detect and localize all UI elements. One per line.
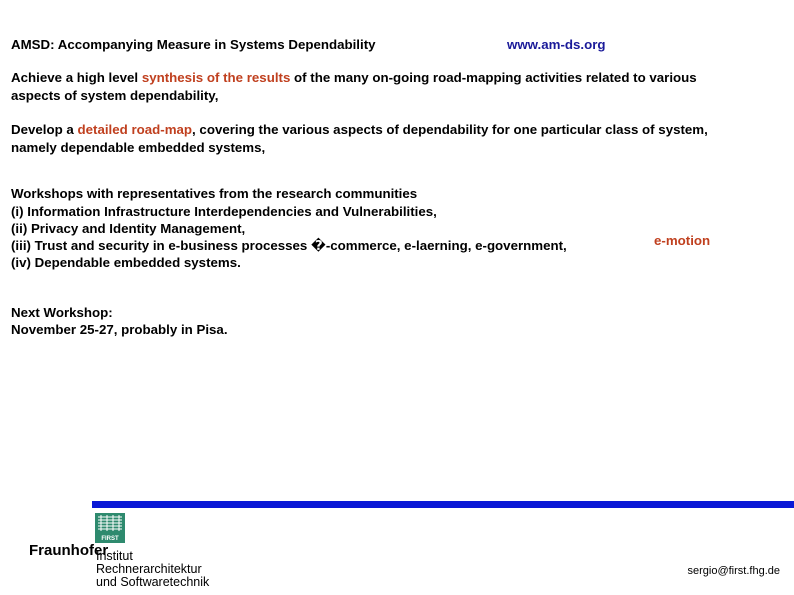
para1-text-start: Achieve a high level bbox=[11, 70, 142, 85]
fraunhofer-wordmark: Fraunhofer bbox=[29, 542, 109, 559]
page-title: AMSD: Accompanying Measure in Systems Dependability bbox=[11, 37, 376, 52]
para2-line2: namely dependable embedded systems, bbox=[11, 140, 266, 155]
para1-highlight: synthesis of the results bbox=[141, 70, 291, 85]
institute-line2: Rechnerarchitektur bbox=[96, 562, 202, 576]
replacement-glyph: � bbox=[311, 238, 326, 253]
para2-text-end: , covering the various aspects of dependability for one particular class of system, bbox=[192, 122, 708, 137]
contact-email-link[interactable]: sergio@first.fhg.de bbox=[687, 565, 780, 577]
site-url-link[interactable]: www.am-ds.org bbox=[507, 37, 606, 52]
workshops-line3: (ii) Privacy and Identity Management, bbox=[11, 221, 246, 236]
footer-divider-bar bbox=[92, 501, 794, 508]
workshops-line1: Workshops with representatives from the research communities bbox=[11, 186, 418, 201]
workshops-line5: (iv) Dependable embedded systems. bbox=[11, 255, 241, 270]
para2-text-start: Develop a bbox=[11, 122, 78, 137]
para1-line2: aspects of system dependability, bbox=[11, 88, 219, 103]
first-logo-icon bbox=[95, 513, 125, 543]
institute-line1: Institut bbox=[96, 549, 133, 563]
next-workshop-line1: Next Workshop: bbox=[11, 305, 113, 320]
workshops-line2: (i) Information Infrastructure Interdependencies and Vulnerabilities, bbox=[11, 204, 437, 219]
workshops-line4-start: (iii) Trust and security in e-business processes bbox=[11, 238, 312, 253]
para1-text-end: of the many on-going road-mapping activities related to various bbox=[290, 70, 697, 85]
institute-line3: und Softwaretechnik bbox=[96, 575, 210, 589]
e-motion-label: e-motion bbox=[654, 233, 711, 248]
para2-highlight: detailed road-map bbox=[77, 122, 193, 137]
logo-first-text: FIRST bbox=[101, 536, 119, 542]
workshops-line4-end: -commerce, e-laerning, e-government, bbox=[325, 238, 567, 253]
next-workshop-line2: November 25-27, probably in Pisa. bbox=[11, 322, 228, 337]
